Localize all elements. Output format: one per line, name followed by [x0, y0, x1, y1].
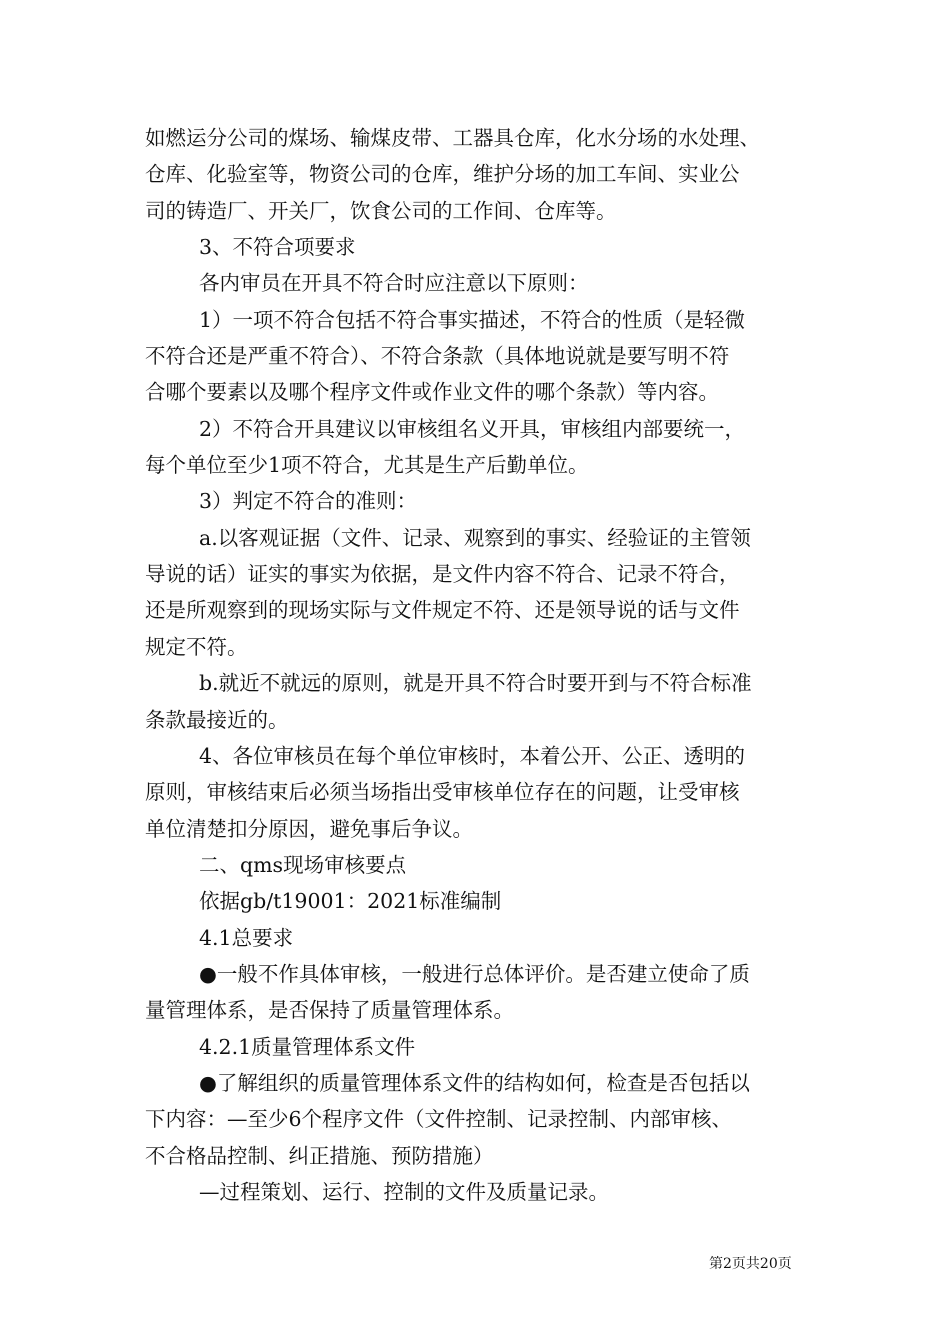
text-line: 依据gb/t19001：2021标准编制	[199, 889, 502, 914]
text-line: 规定不符。	[145, 634, 248, 659]
text-line: b.就近不就远的原则，就是开具不符合时要开到与不符合标准	[199, 671, 752, 696]
text-line: 4.2.1质量管理体系文件	[199, 1034, 416, 1059]
text-line: 2）不符合开具建议以审核组名义开具，审核组内部要统一，	[199, 416, 746, 441]
text-line: 二、qms现场审核要点	[199, 852, 407, 877]
text-line: ●了解组织的质量管理体系文件的结构如何，检查是否包括以	[199, 1070, 750, 1095]
text-line: 3）判定不符合的准则：	[199, 489, 418, 514]
text-line: 不符合还是严重不符合）、不符合条款（具体地说就是要写明不符	[145, 344, 730, 369]
text-line: 4.1总要求	[199, 925, 294, 950]
text-line: 4、各位审核员在每个单位审核时，本着公开、公正、透明的	[199, 743, 746, 768]
text-line: a.以客观证据（文件、记录、观察到的事实、经验证的主管领	[199, 525, 751, 550]
text-line: ●一般不作具体审核，一般进行总体评价。是否建立使命了质	[199, 961, 750, 986]
text-line: 原则，审核结束后必须当场指出受审核单位存在的问题，让受审核	[145, 780, 740, 805]
text-line: 合哪个要素以及哪个程序文件或作业文件的哪个条款）等内容。	[145, 380, 719, 405]
text-line: 每个单位至少1项不符合，尤其是生产后勤单位。	[145, 453, 589, 478]
text-line: 单位清楚扣分原因，避免事后争议。	[145, 816, 473, 841]
text-line: 3、不符合项要求	[199, 235, 356, 260]
text-line: 司的铸造厂、开关厂，饮食公司的工作间、仓库等。	[145, 198, 617, 223]
page-number-footer: 第2页共20页	[709, 1256, 792, 1272]
text-line: 还是所观察到的现场实际与文件规定不符、还是领导说的话与文件	[145, 598, 740, 623]
text-line: —过程策划、运行、控制的文件及质量记录。	[199, 1179, 609, 1204]
text-line: 量管理体系，是否保持了质量管理体系。	[145, 998, 514, 1023]
text-line: 不合格品控制、纠正措施、预防措施）	[145, 1143, 494, 1168]
text-line: 导说的话）证实的事实为依据，是文件内容不符合、记录不符合，	[145, 562, 740, 587]
text-line: 如燃运分公司的煤场、输煤皮带、工器具仓库，化水分场的水处理、	[145, 126, 760, 150]
document-body	[145, 120, 807, 1210]
text-line: 下内容：—至少6个程序文件（文件控制、记录控制、内部审核、	[145, 1107, 733, 1132]
text-line: 仓库、化验室等，物资公司的仓库，维护分场的加工车间、实业公	[145, 162, 740, 187]
text-line: 各内审员在开具不符合时应注意以下原则：	[199, 271, 589, 296]
text-line: 1）一项不符合包括不符合事实描述，不符合的性质（是轻微	[199, 307, 746, 332]
text-line: 条款最接近的。	[145, 707, 289, 732]
